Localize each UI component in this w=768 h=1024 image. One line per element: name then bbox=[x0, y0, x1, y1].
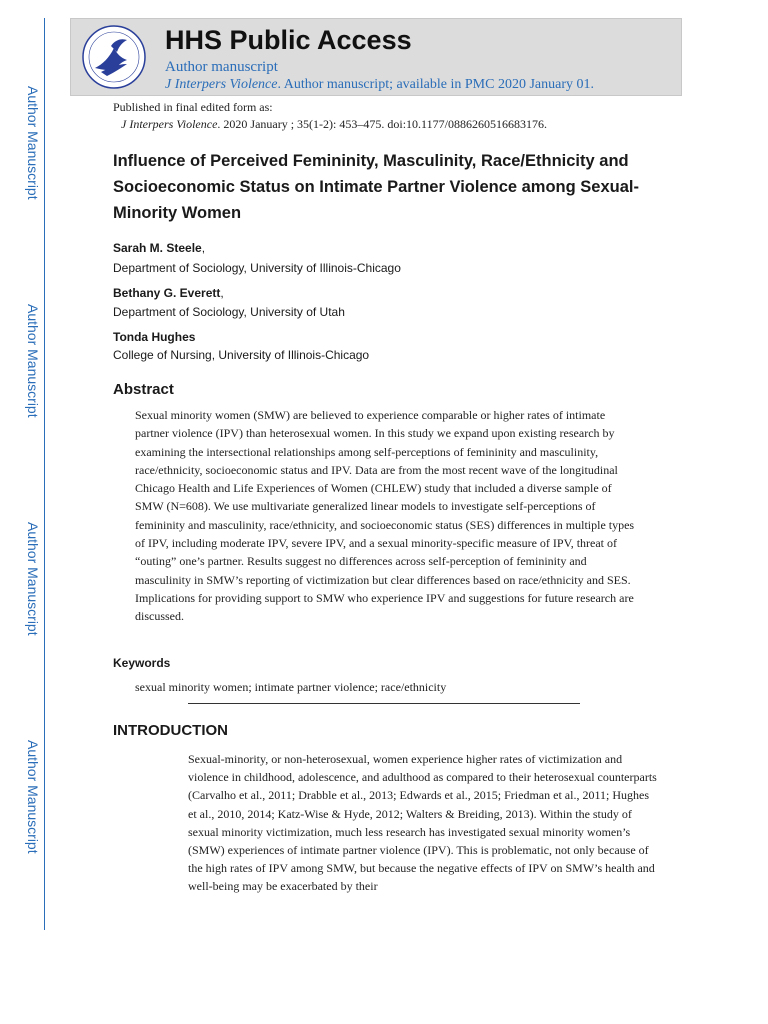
hhs-title: HHS Public Access bbox=[165, 25, 412, 55]
sidebar-label: Author Manuscript bbox=[25, 740, 41, 854]
abstract-text: Sexual minority women (SMW) are believed to experience comparable or higher rates of intimate partner violence (IPV) than heterosexual women. In this study we expand upon existing research by examining the intersectional relationships among self-perceptions of femininity and masculinity, race/ethnicity, socioeconomic status and IPV. Data are from the most recent wave of the longitudinal Chicago Health and Life Experiences of Women (CHLEW) study that included a diverse sample of SMW (N=608). We use multivariate generalized linear models to investigate self-perceptions of femininity and masculinity, race/ethnicity, and socioeconomic status (SES) differences in multiple types of IPV, including moderate IPV, severe IPV, and a sexual minority-specific measure of IPV, threat of “outing” one’s partner. Results suggest no differences across self-perception of femininity and masculinity in SMW’s reporting of victimization but clear differences based on race/ethnicity and SES. Implications for providing support to SMW who experience IPV and suggestions for future research are discussed. bbox=[135, 408, 635, 624]
author-affiliation: Department of Sociology, University of Utah bbox=[113, 305, 345, 319]
abstract-heading: Abstract bbox=[113, 381, 174, 398]
introduction-text: Sexual-minority, or non-heterosexual, women experience higher rates of victimization and violence in childhood, adolescence, and adulthood as compared to their heterosexual counterparts (Carvalho et al., 2011; Drabble et al., 2013; Edwards et al., 2015; Friedman et al., 2011; Hughes et al., 2010, 2014; Katz-Wise & Hyde, 2012; Walters & Breiding, 2013). Within the study of sexual minority victimization, much less research has investigated sexual minority women’s (SMW) experiences of intimate partner violence (IPV). This is problematic, not only because of the high rates of IPV among SMW, but because the negative effects of IPV on SMW’s health and well-being may be exacerbated by their bbox=[188, 752, 657, 894]
author-name: Tonda Hughes bbox=[113, 330, 196, 344]
section-divider bbox=[188, 703, 580, 704]
journal-name: J Interpers Violence bbox=[165, 77, 278, 92]
citation-journal: J Interpers Violence bbox=[121, 117, 218, 131]
hhs-eagle-logo-icon bbox=[81, 24, 147, 90]
journal-availability bbox=[165, 77, 594, 93]
citation-details: . 2020 January ; 35(1-2): 453–475. doi:10.1177/0886260516683176. bbox=[217, 117, 547, 131]
citation bbox=[121, 117, 547, 132]
article-title: Influence of Perceived Femininity, Masculinity, Race/Ethnicity and Socioeconomic Status on Intimate Partner Violence among Sexual-Minority Women bbox=[113, 152, 639, 222]
sidebar-divider bbox=[44, 18, 45, 930]
keywords-heading: Keywords bbox=[113, 656, 171, 670]
sidebar-label: Author Manuscript bbox=[25, 304, 41, 418]
availability-text: . Author manuscript; available in PMC 2020 January 01. bbox=[277, 77, 594, 92]
author-affiliation: Department of Sociology, University of Illinois-Chicago bbox=[113, 261, 401, 275]
author-name: Sarah M. Steele, bbox=[113, 241, 206, 255]
introduction-heading: INTRODUCTION bbox=[113, 722, 228, 739]
published-label: Published in final edited form as: bbox=[113, 100, 273, 114]
sidebar-label: Author Manuscript bbox=[25, 86, 41, 200]
hhs-header bbox=[70, 18, 682, 96]
author-affiliation: College of Nursing, University of Illinois-Chicago bbox=[113, 348, 370, 362]
author-name: Bethany G. Everett, bbox=[113, 286, 224, 300]
manuscript-label: Author manuscript bbox=[165, 59, 278, 75]
sidebar-label: Author Manuscript bbox=[25, 522, 41, 636]
keywords-text: sexual minority women; intimate partner violence; race/ethnicity bbox=[135, 680, 447, 694]
